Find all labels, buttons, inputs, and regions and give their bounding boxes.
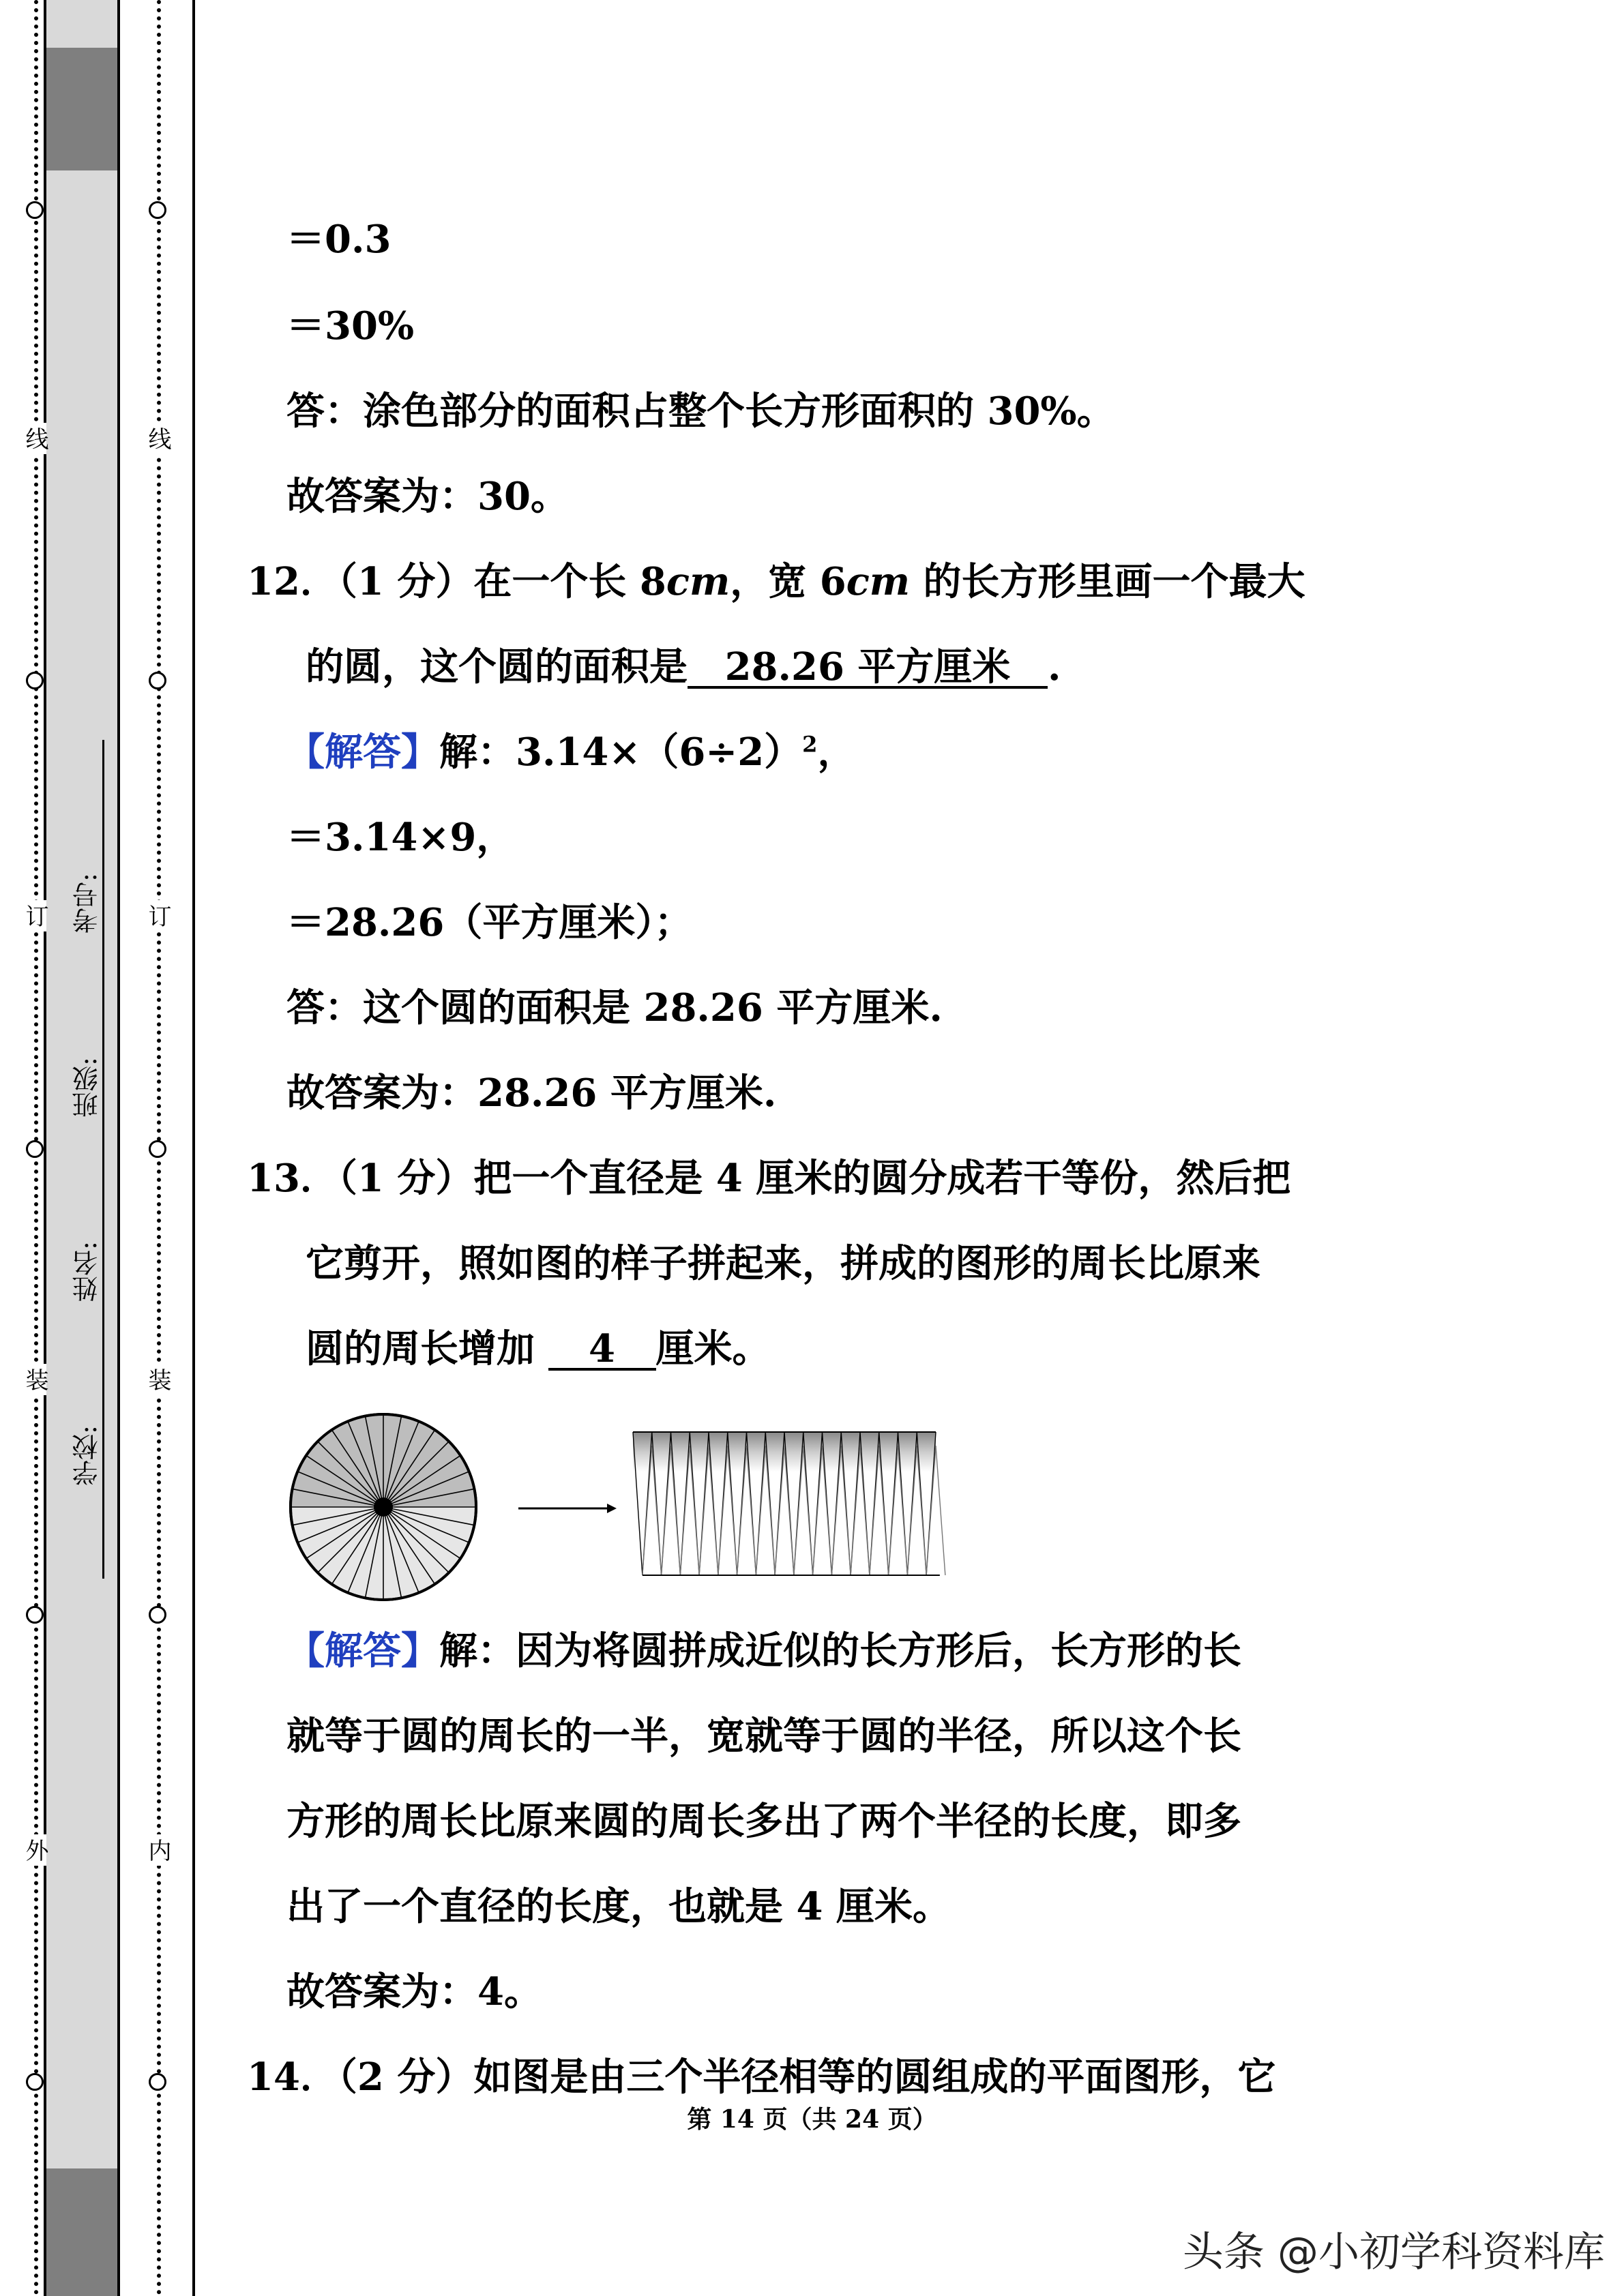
solution-line-1: ＝0.3 [286, 217, 392, 262]
question-12-line-2: 的圆，这个圆的面积是 28.26 平方厘米 . [306, 644, 1061, 689]
final-answer-13: 故答案为：4。 [286, 1969, 542, 2014]
inner-mark-xian: 线 [146, 423, 169, 454]
outer-mark-zhuang: 装 [23, 1364, 46, 1395]
solution-13-line-1: 【解答】解：因为将圆拼成近似的长方形后，长方形的长 [286, 1628, 1241, 1673]
arrow [518, 1504, 617, 1513]
answer-tag: 【解答】 [286, 1628, 439, 1673]
solution-12-line-4: 答：这个圆的面积是 28.26 平方厘米. [286, 985, 943, 1030]
solution-line-2: ＝30% [286, 303, 415, 348]
question-14-line-1: 14．（2 分）如图是由三个半径相等的圆组成的平面图形，它 [247, 2055, 1276, 2100]
strip-dark-bottom [44, 2168, 120, 2296]
inner-mark-ding: 订 [146, 900, 169, 931]
punch-hole [26, 201, 44, 219]
final-answer-12: 故答案为：28.26 平方厘米. [286, 1071, 777, 1116]
solution-13-line-3: 方形的周长比原来圆的周长多出了两个半径的长度，即多 [286, 1799, 1241, 1844]
figure-svg [286, 1412, 955, 1616]
punch-hole [26, 672, 44, 689]
outer-mark-xian: 线 [23, 423, 46, 454]
solution-13-line-2: 就等于圆的周长的一半，宽就等于圆的半径，所以这个长 [286, 1714, 1241, 1759]
punch-hole [26, 1606, 44, 1624]
punch-hole [149, 672, 166, 689]
solution-12-line-1: 【解答】解：$3.14\times(6\div 2)^2$， [286, 730, 856, 775]
inner-mark-zhuang: 装 [146, 1364, 169, 1395]
outer-mark-ding: 订 [23, 900, 46, 931]
answer-blank-12: 28.26 平方厘米 [688, 648, 1048, 689]
field-name: 姓名: [72, 1241, 102, 1302]
punch-hole [26, 2073, 44, 2091]
page-footer: 第 14 页（共 24 页） [687, 2105, 937, 2134]
margin-border [192, 0, 195, 2296]
question-13-line-2: 它剪开，照如图的样子拼起来，拼成的图形的周长比原来 [306, 1241, 1260, 1286]
outer-mark-wai: 外 [23, 1834, 46, 1866]
answer-line-11: 答：涂色部分的面积占整个长方形面积的 30%。 [286, 389, 1115, 434]
punch-hole [26, 1140, 44, 1158]
solution-12-line-2: ＝3.14×9， [286, 815, 515, 860]
field-school: 学校: [72, 1425, 102, 1486]
rectangle-figure [633, 1432, 945, 1575]
strip-dark-top [44, 48, 120, 170]
circle-figure [291, 1414, 476, 1600]
punch-hole [149, 1606, 166, 1624]
question-13-line-1: 13．（1 分）把一个直径是 4 厘米的圆分成若干等份，然后把 [247, 1156, 1291, 1201]
solution-12-line-3: ＝28.26（平方厘米）； [286, 900, 693, 945]
question-13-line-3: 圆的周长增加 4 厘米。 [306, 1326, 771, 1371]
punch-hole [149, 1140, 166, 1158]
final-answer-11: 故答案为：30。 [286, 474, 569, 519]
info-fill-line [102, 740, 104, 1579]
punch-hole [149, 2073, 166, 2091]
solution-13-line-4: 出了一个直径的长度，也就是 4 厘米。 [286, 1884, 951, 1929]
circle-to-rectangle-figure [286, 1412, 955, 1619]
field-exam-number: 考号: [72, 873, 102, 934]
inner-mark-nei: 内 [146, 1834, 169, 1866]
punch-hole [149, 201, 166, 219]
question-12-line-1: 12．（1 分）在一个长 8cm，宽 6cm 的长方形里画一个最大 [247, 559, 1305, 604]
answer-blank-13: 4 [548, 1330, 656, 1371]
field-class: 班级: [72, 1057, 102, 1118]
answer-tag: 【解答】 [286, 730, 439, 775]
watermark: 头条 @小初学科资料库 [1182, 2228, 1605, 2276]
